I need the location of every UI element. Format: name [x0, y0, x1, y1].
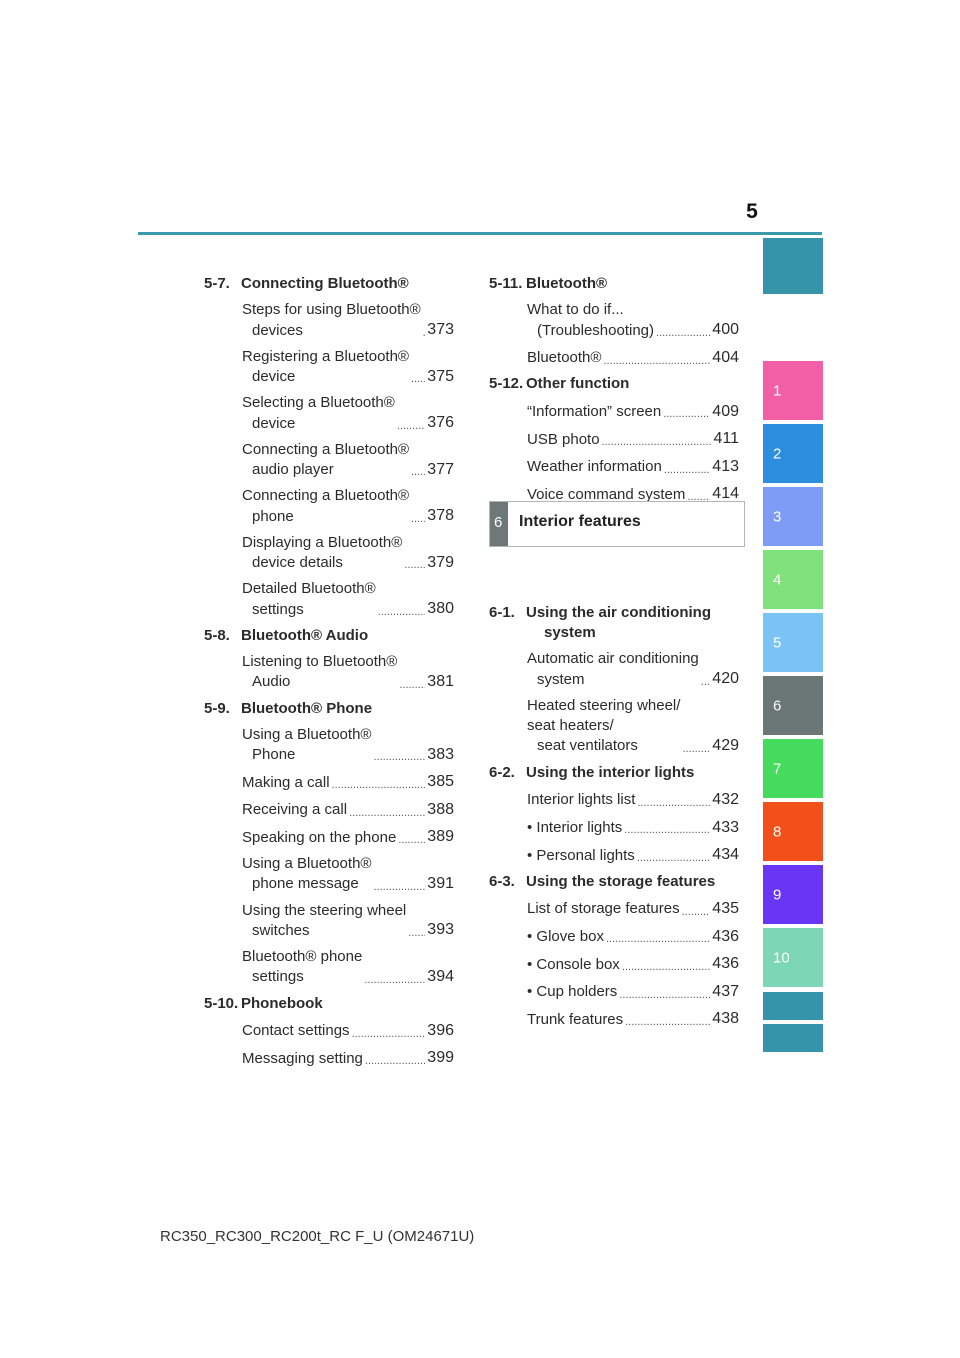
toc-entry-text: settings: [252, 968, 304, 986]
leader-dots: [408, 926, 425, 941]
chapter-tab-label: 1: [773, 382, 782, 399]
toc-page-number: 429: [712, 737, 739, 755]
leader-dots: [606, 932, 710, 947]
leader-dots: [378, 605, 426, 620]
toc-page-number: 404: [712, 348, 739, 366]
toc-entry-title: Using a Bluetooth®: [242, 725, 372, 743]
toc-entry-text: device: [252, 414, 296, 432]
leader-dots: [404, 558, 425, 573]
page-number: 5: [746, 200, 758, 223]
toc-entry[interactable]: [527, 953, 739, 975]
toc-entry[interactable]: [527, 898, 739, 920]
chapter-tab-label: 8: [773, 823, 782, 840]
chapter-tab-4[interactable]: [763, 550, 823, 609]
toc-entry-title: Connecting a Bluetooth®: [242, 440, 409, 458]
chapter-tab-blank[interactable]: [763, 992, 823, 1020]
chapter-tab-blank[interactable]: [763, 1024, 823, 1052]
toc-entry-title: Using the steering wheel: [242, 901, 407, 919]
toc-entry-text: phone: [252, 507, 294, 525]
leader-dots: [411, 465, 425, 480]
toc-entry[interactable]: [527, 926, 739, 948]
toc-entry[interactable]: [527, 428, 739, 450]
toc-page-number: 433: [712, 818, 739, 836]
leader-dots: [663, 407, 710, 422]
toc-entry[interactable]: [242, 771, 454, 793]
leader-dots: [603, 354, 710, 369]
toc-page-number: 436: [712, 955, 739, 973]
toc-page-number: 413: [712, 457, 739, 475]
toc-entry-title: Steps for using Bluetooth®: [242, 301, 421, 319]
leader-dots: [397, 419, 425, 434]
chapter-tab-1[interactable]: [763, 361, 823, 420]
toc-page-number: 394: [427, 967, 454, 985]
leader-dots: [411, 512, 425, 527]
toc-entry-text: List of storage features: [527, 900, 680, 918]
chapter-tab-7[interactable]: [763, 739, 823, 798]
leader-dots: [364, 973, 425, 988]
leader-dots: [332, 778, 426, 793]
chapter-tab-label: 4: [773, 571, 782, 588]
toc-page-number: 375: [427, 367, 454, 385]
toc-page-number: 373: [427, 321, 454, 339]
toc-page-number: 420: [712, 670, 739, 688]
section-heading[interactable]: 6-2. Using the interior lights: [489, 763, 695, 781]
toc-entry[interactable]: [527, 456, 739, 478]
footer-model-code: RC350_RC300_RC200t_RC F_U (OM24671U): [160, 1228, 475, 1245]
section-heading[interactable]: 5-10. Phonebook: [204, 994, 323, 1012]
toc-entry-text: Audio: [252, 673, 291, 691]
chapter-tab-6[interactable]: [763, 676, 823, 735]
chapter-tab-label: 7: [773, 760, 782, 777]
toc-entry-text: Bluetooth®: [527, 349, 602, 367]
toc-entry[interactable]: [242, 1047, 454, 1069]
toc-entry-text: Weather information: [527, 458, 662, 476]
leader-dots: [349, 806, 425, 821]
toc-entry-text: Speaking on the phone: [242, 828, 397, 846]
toc-entry-text: • Glove box: [527, 927, 604, 945]
toc-page-number: 378: [427, 507, 454, 525]
toc-entry[interactable]: [242, 533, 454, 574]
toc-entry-text: device: [252, 368, 296, 385]
toc-entry-text: phone message: [252, 875, 359, 893]
toc-entry[interactable]: [242, 947, 454, 988]
section-heading[interactable]: 5-8. Bluetooth® Audio: [204, 626, 369, 644]
toc-entry[interactable]: [527, 789, 739, 811]
toc-entry-text: • Cup holders: [527, 983, 618, 1001]
toc-page-number: 414: [712, 485, 739, 503]
toc-entry[interactable]: [527, 817, 739, 839]
toc-entry[interactable]: [242, 440, 454, 481]
toc-entry-title: Connecting a Bluetooth®: [242, 487, 409, 505]
leader-dots: [656, 326, 710, 341]
chapter-tab-blank[interactable]: [763, 238, 823, 294]
toc-page-number: 435: [712, 900, 739, 917]
toc-page-number: 389: [427, 828, 454, 846]
chapter-number-block: [490, 502, 508, 546]
toc-page-number: 377: [427, 460, 454, 478]
leader-dots: [701, 675, 711, 690]
toc-right-column: [489, 268, 739, 1036]
toc-entry-text: Contact settings: [242, 1022, 350, 1040]
toc-entry-title: Listening to Bluetooth®: [242, 653, 398, 670]
toc-entry-text: Making a call: [242, 773, 330, 791]
toc-entry[interactable]: [527, 696, 739, 757]
toc-entry-text: seat ventilators: [537, 737, 638, 755]
toc-entry-text: Messaging setting: [242, 1049, 363, 1067]
toc-page-number: 380: [427, 600, 454, 618]
toc-entry[interactable]: [242, 725, 454, 766]
leader-dots: [624, 823, 710, 838]
toc-entry-text: Interior lights list: [527, 791, 636, 809]
chapter-tab-label: 2: [773, 445, 782, 462]
toc-entry[interactable]: [242, 393, 454, 434]
toc-entry-title: Detailed Bluetooth®: [242, 580, 376, 598]
section-heading[interactable]: 6-1. Using the air conditioning system: [489, 603, 711, 642]
toc-page-number: 438: [712, 1010, 739, 1028]
toc-page-number: 434: [712, 846, 739, 864]
toc-entry[interactable]: [242, 579, 454, 620]
header-rule: [138, 232, 822, 235]
toc-entry[interactable]: [242, 854, 454, 895]
chapter-tab-label: 10: [773, 949, 790, 966]
toc-page-number: 381: [427, 672, 454, 690]
chapter-tab-3[interactable]: [763, 487, 823, 546]
toc-entry-text: • Interior lights: [527, 818, 623, 836]
chapter-title: Interior features: [519, 513, 641, 530]
chapter-tab-2[interactable]: [763, 424, 823, 483]
toc-page-number: 409: [712, 402, 739, 420]
leader-dots: [373, 880, 425, 895]
toc-entry-text: USB photo: [527, 430, 600, 448]
chapter-tab-label: 5: [773, 634, 782, 651]
toc-entry[interactable]: [242, 486, 454, 527]
toc-page-number: 391: [427, 874, 454, 892]
toc-entry-title: Displaying a Bluetooth®: [242, 533, 403, 551]
leader-dots: [373, 750, 425, 765]
toc-entry[interactable]: [242, 300, 454, 341]
toc-entry[interactable]: [527, 401, 739, 423]
leader-dots: [352, 1027, 426, 1042]
toc-page-number: 388: [427, 800, 454, 818]
toc-entry-text: Trunk features: [527, 1010, 624, 1028]
leader-dots: [637, 851, 710, 866]
chapter-tab-8[interactable]: [763, 802, 823, 861]
toc-entry-text: settings: [252, 600, 304, 618]
toc-entry-text: (Troubleshooting): [537, 321, 655, 339]
chapter-tab-9[interactable]: [763, 865, 823, 924]
toc-entry[interactable]: [242, 799, 454, 821]
toc-page-number: 432: [712, 790, 739, 808]
section-heading[interactable]: 6-3. Using the storage features: [489, 872, 716, 890]
leader-dots: [637, 796, 710, 811]
chapter-tab-label: 9: [773, 886, 782, 903]
leader-dots: [399, 678, 425, 693]
section-heading[interactable]: 5-9. Bluetooth® Phone: [204, 699, 373, 717]
toc-page-number: 396: [427, 1021, 454, 1039]
leader-dots: [365, 1054, 425, 1069]
toc-entry-text: switches: [252, 921, 310, 939]
toc-page-number: 436: [712, 927, 739, 945]
toc-page-number: 399: [427, 1049, 454, 1067]
toc-entry[interactable]: [527, 1008, 739, 1030]
chapter-tab-label: 6: [773, 697, 782, 714]
toc-page-number: 437: [712, 982, 739, 1000]
toc-left-column: [204, 268, 454, 1075]
toc-entry-text: “Information” screen: [527, 402, 662, 420]
toc-entry-title: Automatic air conditioning: [527, 650, 699, 668]
toc-entry-text: audio player: [252, 461, 334, 478]
toc-entry-text: • Personal lights: [527, 846, 635, 864]
toc-page-number: 376: [427, 414, 454, 432]
chapter-tab-label: 3: [773, 508, 782, 525]
leader-dots: [619, 988, 710, 1003]
leader-dots: [682, 742, 710, 757]
toc-entry[interactable]: [527, 649, 739, 690]
toc-page-number: 385: [427, 773, 454, 791]
toc-entry[interactable]: [527, 981, 739, 1003]
toc-entry-title: What to do if...: [527, 301, 624, 319]
toc-entry-title: Using a Bluetooth®: [242, 855, 372, 873]
toc-entry-text: • Console box: [527, 955, 620, 973]
leader-dots: [423, 326, 426, 341]
toc-entry-text: Phone: [252, 746, 296, 763]
toc-page-number: 400: [712, 321, 739, 339]
toc-page-number: 411: [713, 430, 739, 448]
toc-entry-title: Selecting a Bluetooth®: [242, 394, 395, 412]
toc-entry-title: Bluetooth® phone: [242, 948, 363, 966]
toc-page-number: 383: [427, 745, 454, 763]
toc-entry-text: device details: [252, 554, 343, 571]
toc-entry[interactable]: [242, 826, 454, 848]
chapter-heading-box[interactable]: [489, 501, 745, 547]
leader-dots: [398, 833, 425, 848]
leader-dots: [682, 905, 711, 920]
toc-entry[interactable]: [242, 901, 454, 942]
toc-entry-text: devices: [252, 321, 303, 339]
section-heading[interactable]: 5-7. Connecting Bluetooth®: [204, 275, 409, 292]
toc-page-number: 393: [427, 921, 454, 939]
leader-dots: [602, 435, 712, 450]
toc-entry[interactable]: [527, 347, 739, 369]
toc-entry-text: system: [537, 670, 585, 688]
toc-entry[interactable]: [242, 1020, 454, 1042]
toc-page-number: 379: [427, 553, 454, 571]
toc-entry[interactable]: [527, 844, 739, 866]
toc-entry-text: Voice command system: [527, 485, 686, 503]
toc-entry-text: Receiving a call: [242, 801, 348, 819]
leader-dots: [625, 1015, 710, 1030]
chapter-tab-10[interactable]: [763, 928, 823, 987]
leader-dots: [664, 463, 711, 478]
section-heading[interactable]: 5-12. Other function: [489, 375, 630, 393]
toc-entry[interactable]: [527, 300, 739, 341]
toc-entry-title: Heated steering wheel/ seat heaters/: [527, 696, 681, 735]
leader-dots: [411, 372, 425, 387]
toc-entry[interactable]: [242, 652, 454, 693]
toc-entry-title: Registering a Bluetooth®: [242, 347, 409, 365]
section-heading[interactable]: 5-11. Bluetooth®: [489, 275, 608, 292]
chapter-number: 6: [494, 514, 503, 531]
chapter-tab-5[interactable]: [763, 613, 823, 672]
leader-dots: [622, 960, 710, 975]
toc-entry[interactable]: [242, 347, 454, 388]
